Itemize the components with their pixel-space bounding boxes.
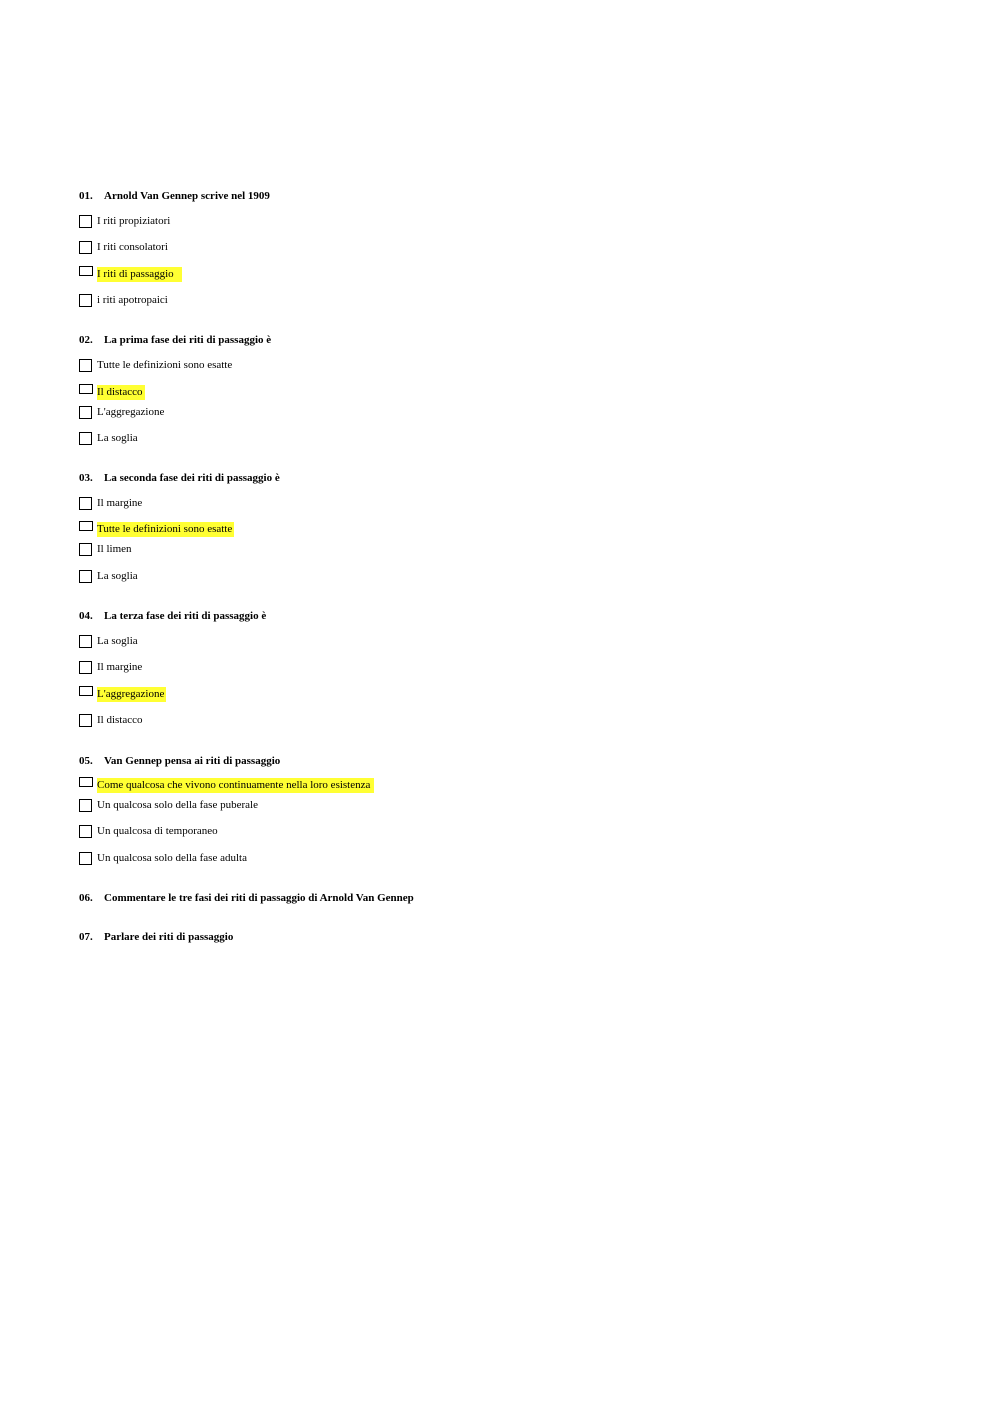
option-label: I riti di passaggio	[97, 267, 182, 282]
option-label: I riti consolatori	[97, 241, 168, 253]
checkbox[interactable]	[79, 661, 92, 674]
checkbox[interactable]	[79, 406, 92, 419]
option-label: La soglia	[97, 432, 138, 444]
question-03	[79, 471, 280, 485]
checkbox[interactable]	[79, 359, 92, 372]
checkbox[interactable]	[79, 384, 93, 394]
checkbox[interactable]	[79, 215, 92, 228]
question-06	[79, 891, 414, 905]
checkbox[interactable]	[79, 521, 93, 531]
question-number: 01.	[79, 190, 93, 202]
question-number: 04.	[79, 610, 93, 622]
option-label: Un qualcosa solo della fase puberale	[97, 799, 258, 811]
checkbox[interactable]	[79, 497, 92, 510]
checkbox[interactable]	[79, 777, 93, 787]
question-05	[79, 754, 280, 768]
question-text: La terza fase dei riti di passaggio è	[104, 610, 267, 622]
question-number: 03.	[79, 472, 93, 484]
option-label: Tutte le definizioni sono esatte	[97, 523, 233, 535]
question-text: La prima fase dei riti di passaggio è	[104, 334, 272, 346]
question-text: Parlare dei riti di passaggio	[104, 931, 234, 943]
question-01	[79, 189, 270, 203]
checkbox[interactable]	[79, 799, 92, 812]
option-label: L'aggregazione	[97, 688, 165, 700]
option-label: I riti propiziatori	[97, 215, 171, 227]
checkbox[interactable]	[79, 543, 92, 556]
option-label: Il margine	[97, 661, 143, 673]
option-label: La soglia	[97, 570, 138, 582]
checkbox[interactable]	[79, 570, 92, 583]
checkbox[interactable]	[79, 635, 92, 648]
checkbox[interactable]	[79, 686, 93, 696]
question-text: Van Gennep pensa ai riti di passaggio	[104, 755, 281, 767]
option-label: L'aggregazione	[97, 406, 165, 418]
checkbox[interactable]	[79, 432, 92, 445]
option-label: Un qualcosa solo della fase adulta	[97, 852, 247, 864]
option-label: Un qualcosa di temporaneo	[97, 825, 218, 837]
checkbox[interactable]	[79, 714, 92, 727]
question-number: 06.	[79, 892, 93, 904]
question-number: 02.	[79, 334, 93, 346]
checkbox[interactable]	[79, 852, 92, 865]
question-number: 07.	[79, 931, 93, 943]
question-text: Arnold Van Gennep scrive nel 1909	[104, 190, 270, 202]
question-text: Commentare le tre fasi dei riti di passaggio di Arnold Van Gennep	[104, 892, 414, 904]
question-04	[79, 609, 266, 623]
option-label: Il limen	[97, 543, 132, 555]
option-label: Tutte le definizioni sono esatte	[97, 359, 233, 371]
checkbox[interactable]	[79, 266, 93, 276]
option-label: Il margine	[97, 497, 143, 509]
option-label: Il distacco	[97, 386, 143, 398]
question-07	[79, 930, 233, 944]
option-label: Come qualcosa che vivono continuamente nella loro esistenza	[97, 778, 374, 793]
question-number: 05.	[79, 755, 93, 767]
question-02	[79, 333, 271, 347]
checkbox[interactable]	[79, 241, 92, 254]
checkbox[interactable]	[79, 825, 92, 838]
option-label: i riti apotropaici	[97, 294, 168, 306]
option-label: La soglia	[97, 635, 138, 647]
question-text: La seconda fase dei riti di passaggio è	[104, 472, 280, 484]
checkbox[interactable]	[79, 294, 92, 307]
option-label: Il distacco	[97, 714, 143, 726]
